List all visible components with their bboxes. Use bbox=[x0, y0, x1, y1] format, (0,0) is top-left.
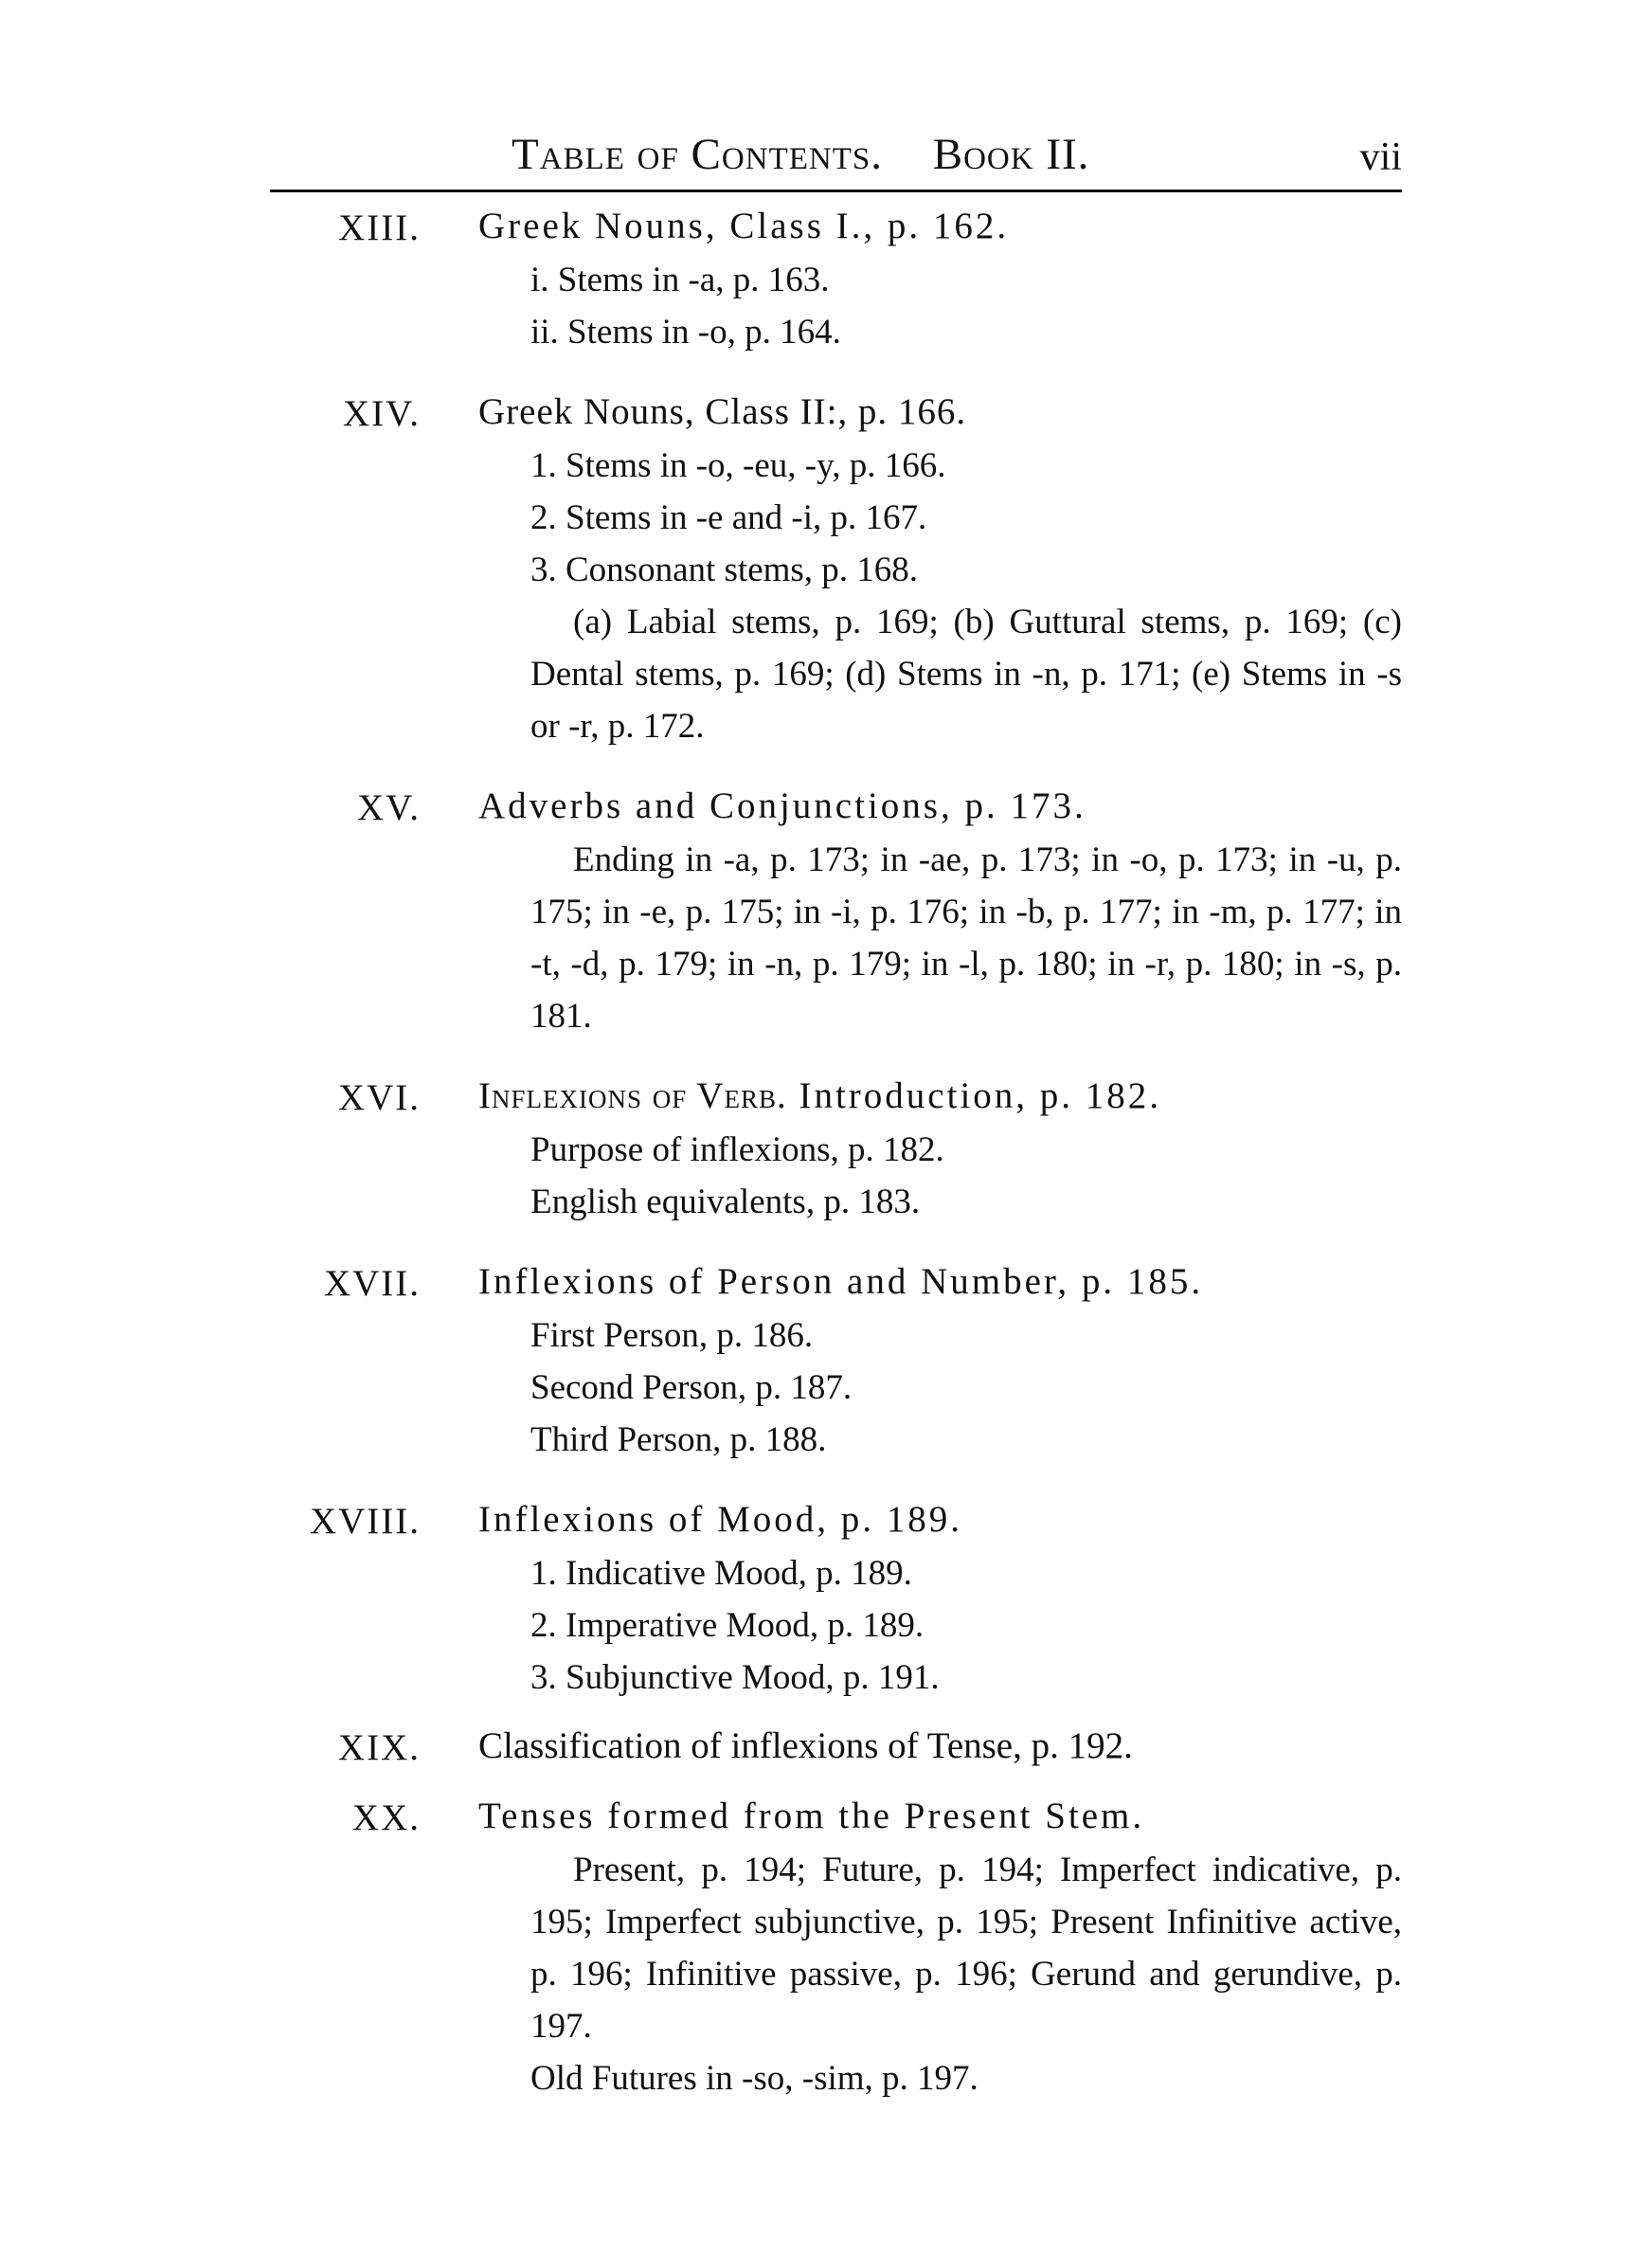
page-number: vii bbox=[1359, 135, 1402, 179]
subentry: 3. Consonant stems, p. 168. bbox=[530, 551, 919, 589]
subentry: Third Person, p. 188. bbox=[530, 1420, 827, 1459]
chapter-number: XX. bbox=[351, 1797, 421, 1838]
toc-entry-xv bbox=[0, 779, 1652, 1042]
subentry: 1. Indicative Mood, p. 189. bbox=[530, 1554, 912, 1593]
chapter-number: XIV. bbox=[342, 393, 421, 434]
chapter-number: XV. bbox=[356, 787, 421, 828]
subentry: Second Person, p. 187. bbox=[530, 1368, 853, 1407]
subentries bbox=[530, 1309, 1402, 1466]
subentry: 3. Subjunctive Mood, p. 191. bbox=[530, 1658, 940, 1697]
subentry-paragraph: Ending in -a, p. 173; in -ae, p. 173; in -o, p. 173; in -u, p. 175; in -e, p. 175; in -i, p. 176; in -b, p. 177; in -m, p. 177; in -t, -d, p. 179; in -n, p. 179; in -l, p. 180; in -r, p. 180; in -s, p. 181. bbox=[530, 840, 1402, 1036]
page-header bbox=[270, 114, 1402, 199]
chapter-number: XIII. bbox=[338, 208, 421, 248]
running-head bbox=[512, 129, 1089, 180]
subentry-paragraph: Present, p. 194; Future, p. 194; Imperfect indicative, p. 195; Imperfect subjunctive, p. 195; Present Infinitive active, p. 196; Infinitive passive, p. 196; Gerund and gerundive, p. 197. bbox=[530, 1851, 1402, 2046]
subentry: 1. Stems in -o, -eu, -y, p. 166. bbox=[530, 446, 946, 485]
subentry: 2. Imperative Mood, p. 189. bbox=[530, 1606, 925, 1645]
toc-entry-xiv bbox=[0, 385, 1652, 752]
chapter-title-smallcaps: Inflexions of Verb. bbox=[478, 1075, 787, 1116]
toc-entry-xix bbox=[0, 1719, 1652, 1774]
chapter-number: XVIII. bbox=[309, 1501, 421, 1542]
chapter-number: XVI. bbox=[337, 1077, 421, 1118]
subentries bbox=[530, 1844, 1402, 2104]
toc-entry-xx bbox=[0, 1789, 1652, 2104]
chapter-title: Greek Nouns, Class II:, p. 166. bbox=[478, 391, 967, 432]
chapter-number: XVII. bbox=[323, 1263, 421, 1304]
subentry: Purpose of inflexions, p. 182. bbox=[530, 1130, 944, 1169]
subentry-paragraph: (a) Labial stems, p. 169; (b) Guttural stems, p. 169; (c) Dental stems, p. 169; (d) Stems in -n, p. 171; (e) Stems in -s or -r, p. 172. bbox=[530, 603, 1402, 746]
subentry: i. Stems in -a, p. 163. bbox=[530, 261, 830, 299]
toc-entry-xiii bbox=[0, 199, 1652, 358]
chapter-title bbox=[478, 1069, 1652, 1124]
chapter-title: Tenses formed from the Present Stem. bbox=[478, 1796, 1145, 1836]
chapter-title-rest: Introduction, p. 182. bbox=[799, 1075, 1162, 1116]
running-head-title: Table of Contents. bbox=[512, 130, 883, 179]
chapter-title: Inflexions of Mood, p. 189. bbox=[478, 1499, 963, 1540]
chapter-title: Classification of inflexions of Tense, p. 192. bbox=[478, 1725, 1133, 1766]
running-head-book: Book II. bbox=[932, 130, 1090, 179]
table-of-contents bbox=[0, 190, 1652, 2104]
subentries bbox=[530, 1547, 1402, 1704]
subentries bbox=[530, 254, 1402, 358]
chapter-number: XIX. bbox=[337, 1727, 421, 1768]
subentry: English equivalents, p. 183. bbox=[530, 1183, 921, 1221]
chapter-title: Greek Nouns, Class I., p. 162. bbox=[478, 206, 1010, 246]
chapter-title: Inflexions of Person and Number, p. 185. bbox=[478, 1261, 1204, 1302]
subentries bbox=[530, 440, 1402, 752]
subentry: 2. Stems in -e and -i, p. 167. bbox=[530, 498, 927, 537]
chapter-title: Adverbs and Conjunctions, p. 173. bbox=[478, 785, 1086, 826]
toc-entry-xvi bbox=[0, 1069, 1652, 1228]
toc-entry-xviii bbox=[0, 1492, 1652, 1704]
subentries bbox=[530, 1124, 1402, 1228]
subentries bbox=[530, 834, 1402, 1042]
subentry: ii. Stems in -o, p. 164. bbox=[530, 313, 841, 352]
subentry: Old Futures in -so, -sim, p. 197. bbox=[530, 2059, 979, 2098]
subentry: First Person, p. 186. bbox=[530, 1316, 814, 1355]
toc-entry-xvii bbox=[0, 1255, 1652, 1466]
